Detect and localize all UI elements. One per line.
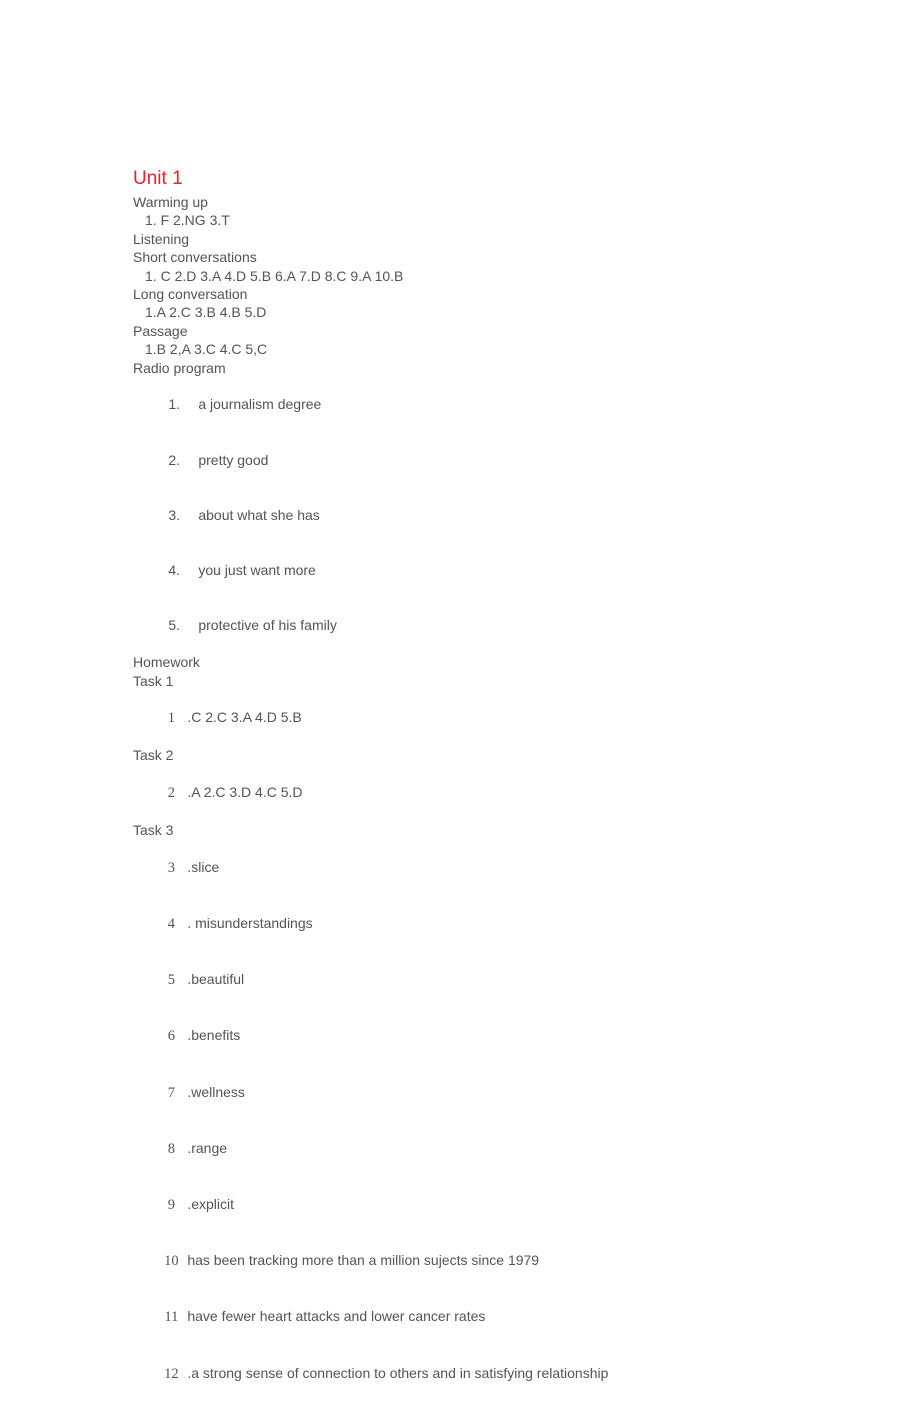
item-number: 3 [167, 859, 175, 876]
item-number: 10 [164, 1253, 179, 1270]
item-text: about what she has [198, 506, 320, 523]
item-text: has been tracking more than a million sujects since 1979 [187, 1252, 540, 1269]
section-label-passage: Passage [133, 322, 188, 339]
item-number: 1. [168, 396, 181, 413]
item-text: .wellness [187, 1083, 245, 1100]
unit-title: Unit 1 [133, 168, 183, 189]
radio-program-item [133, 543, 833, 598]
item-text: pretty good [198, 451, 269, 468]
item-number: 3. [168, 506, 181, 523]
item-text: . misunderstandings [187, 914, 313, 931]
section-label-radio-program: Radio program [133, 359, 226, 376]
task-3-item [133, 895, 833, 951]
section-label-short-conversations: Short conversations [133, 249, 257, 266]
task-3-item [133, 1177, 833, 1233]
document-content [133, 167, 833, 1401]
section-label-long-conversation: Long conversation [133, 286, 248, 303]
task-3-item [133, 1064, 833, 1120]
item-text: .a strong sense of connection to others and in satisfying relationship [187, 1364, 609, 1381]
section-label-homework: Homework [133, 654, 200, 671]
section-label-task-1: Task 1 [133, 672, 174, 689]
answers-task-1 [133, 690, 833, 746]
task-3-item [133, 839, 833, 895]
item-number: 2. [168, 451, 181, 468]
item-text: .range [187, 1139, 228, 1156]
item-text: you just want more [198, 562, 316, 579]
answers-long-conversation: 1.A 2.C 3.B 4.B 5.D [145, 304, 267, 321]
section-label-task-3: Task 3 [133, 821, 174, 838]
answers-warming-up: 1. F 2.NG 3.T [145, 212, 230, 229]
item-text: .slice [187, 858, 220, 875]
item-text: .A 2.C 3.D 4.C 5.D [187, 784, 303, 800]
radio-program-item [133, 598, 833, 653]
radio-program-item [133, 488, 833, 543]
item-number: 9 [167, 1196, 175, 1213]
section-label-warming-up: Warming up [133, 194, 208, 210]
task-3-item [133, 1345, 833, 1401]
answers-short-conversations: 1. C 2.D 3.A 4.D 5.B 6.A 7.D 8.C 9.A 10.B [145, 267, 404, 284]
item-number: 5 [167, 972, 175, 989]
item-text: .C 2.C 3.A 4.D 5.B [187, 709, 302, 726]
item-number: 12 [164, 1365, 179, 1382]
task-3-item [133, 952, 833, 1008]
task-3-item [133, 1233, 833, 1289]
item-text: .beautiful [187, 971, 245, 988]
task-3-item [133, 1008, 833, 1064]
item-text: .benefits [187, 1027, 241, 1044]
item-number: 5. [168, 617, 181, 634]
item-text: protective of his family [198, 617, 337, 634]
item-text: .explicit [187, 1195, 235, 1212]
item-text: a journalism degree [198, 396, 322, 413]
radio-program-item [133, 377, 833, 432]
section-label-task-2: Task 2 [133, 747, 174, 764]
item-number: 4. [168, 562, 181, 579]
item-number: 4 [167, 915, 175, 932]
item-number: 7 [167, 1084, 175, 1101]
item-number: 11 [164, 1309, 179, 1326]
radio-program-item [133, 432, 833, 487]
task-3-item [133, 1289, 833, 1345]
item-number: 8 [167, 1140, 175, 1157]
section-label-listening: Listening [133, 230, 190, 247]
item-number: 1 [167, 710, 175, 727]
answers-task-2 [133, 765, 833, 821]
item-number: 2 [167, 785, 175, 801]
answers-passage: 1.B 2,A 3.C 4.C 5,C [145, 341, 268, 358]
item-text: have fewer heart attacks and lower cancer rates [187, 1308, 486, 1325]
task-3-item [133, 1120, 833, 1176]
item-number: 6 [167, 1028, 175, 1045]
